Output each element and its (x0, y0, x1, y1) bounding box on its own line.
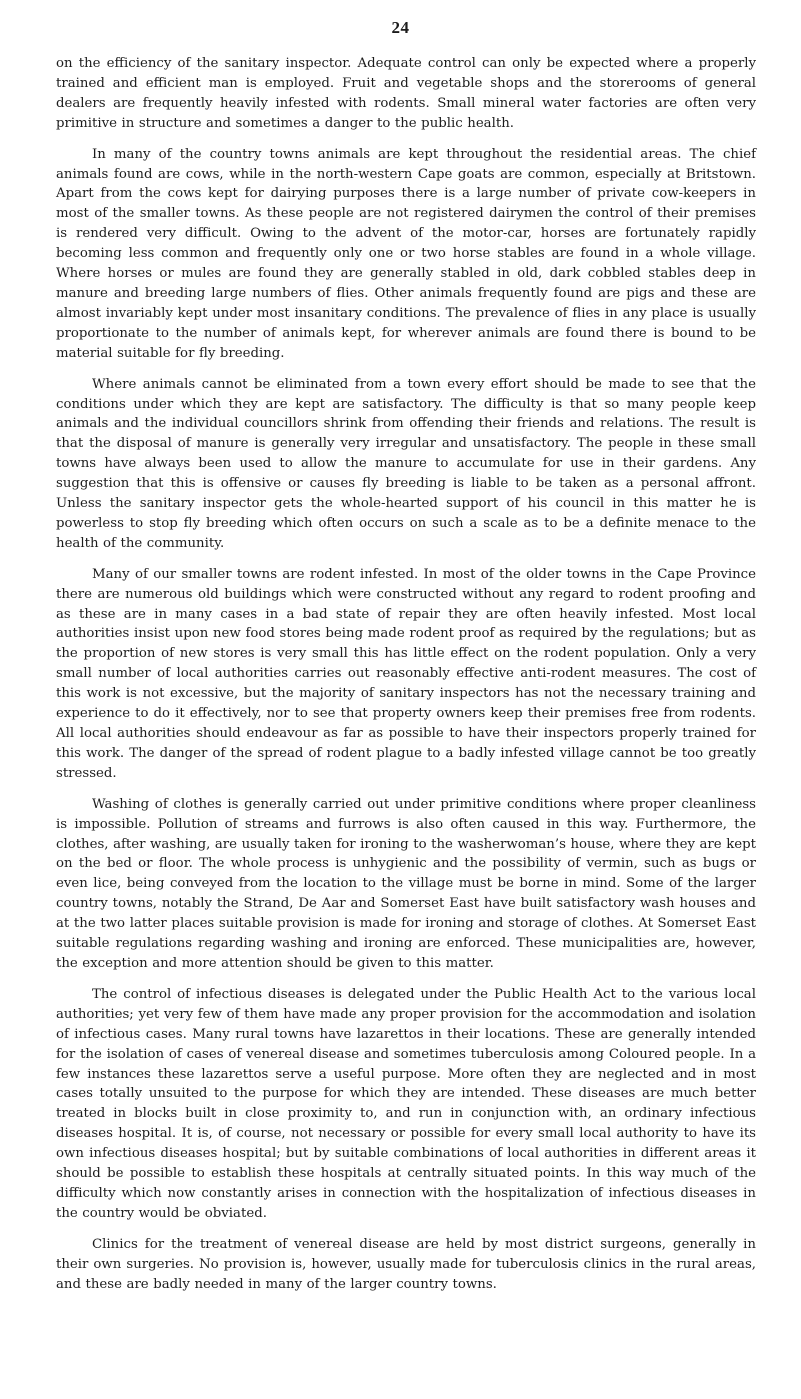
paragraph: Washing of clothes is generally carried out under primitive conditions where proper cleanliness is impossible. Pollution of streams and furrows is also often caused in this way. Furthermore, the clothes, after washing, are usually taken for ironing to the washerwoman’s house, where they are kept on the bed or floor. The whole process is unhygienic and the possibility of vermin, such as bugs or even lice, being conveyed from the location to the village must be borne in mind. Some of the larger country towns, notably the Strand, De Aar and Somerset East have built satisfactory wash houses and at the two latter places suitable provision is made for ironing and storage of clothes. At Somerset East suitable regulations regarding washing and ironing are enforced. These municipalities are, however, the exception and more attention should be given to this matter. (56, 796, 756, 971)
paragraph: The control of infectious diseases is delegated under the Public Health Act to the various local authorities; yet very few of them have made any proper provision for the accommodation and isolation of infectious cases. Many rural towns have lazarettos in their locations. These are generally intended for the isolation of cases of venereal disease and sometimes tuberculosis among Coloured people. In a few instances these lazarettos serve a useful purpose. More often they are neglected and in most cases totally unsuited to the purpose for which they are intended. These diseases are much better treated in blocks built in close proximity to, and run in conjunction with, an ordinary infectious diseases hospital. It is, of course, not necessary or possible for every small local authority to have its own infectious diseases hospital; but by suitable combinations of local authorities in different areas it should be possible to establish these hospitals at centrally situated points. In this way much of the difficulty which now constantly arises in connection with the hospitalization of infectious diseases in the country would be obviated. (56, 986, 756, 1221)
paragraph: Clinics for the treatment of venereal disease are held by most district surgeons, generally in their own surgeries. No provision is, however, usually made for tuberculosis clinics in the rural areas, and these are badly needed in many of the larger country towns. (56, 1236, 756, 1292)
paragraph: on the efficiency of the sanitary inspector. Adequate control can only be expected where a properly trained and efficient man is employed. Fruit and vegetable shops and the storerooms of general dealers are frequently heavily infested with rodents. Small mineral water factories are often very primitive in structure and sometimes a danger to the public health. (56, 56, 756, 131)
paragraph: Where animals cannot be eliminated from a town every effort should be made to see that the conditions under which they are kept are satisfactory. The difficulty is that so many people keep animals and the individual councillors shrink from offending their friends and relations. The result is that the disposal of manure is generally very irregular and unsatisfactory. The people in these small towns have always been used to allow the manure to accumulate for use in their gardens. Any suggestion that this is offensive or causes fly breeding is liable to be taken as a personal affront. Unless the sanitary inspector gets the whole-hearted support of his council in this matter he is powerless to stop fly breeding which often occurs on such a scale as to be a definite menace to the health of the community. (56, 376, 756, 551)
document-body (56, 54, 756, 1305)
page-number: 24 (391, 18, 410, 37)
paragraph: In many of the country towns animals are kept throughout the residential areas. The chief animals found are cows, while in the north-western Cape goats are common, especially at Britstown. Apart from the cows kept for dairying purposes there is a large number of private cow-keepers in most of the smaller towns. As these people are not registered dairymen the control of their premises is rendered very difficult. Owing to the advent of the motor-car, horses are fortunately rapidly becoming less common and frequently only one or two horse stables are found in a whole village. Where horses or mules are found they are generally stabled in old, dark cobbled stables deep in manure and breeding large numbers of flies. Other animals frequently found are pigs and these are almost invariably kept under most insanitary conditions. The prevalence of flies in any place is usually proportionate to the number of animals kept, for wherever animals are found there is bound to be material suitable for fly breeding. (56, 146, 756, 361)
paragraph: Many of our smaller towns are rodent infested. In most of the older towns in the Cape Province there are numerous old buildings which were constructed without any regard to rodent proofing and as these are in many cases in a bad state of repair they are often heavily infested. Most local authorities insist upon new food stores being made rodent proof as required by the regulations; but as the proportion of new stores is very small this has little effect on the rodent population. Only a very small number of local authorities carries out reasonably effective anti-rodent measures. The cost of this work is not excessive, but the majority of sanitary inspectors has not the necessary training and experience to do it effectively, nor to see that property owners keep their premises free from rodents. All local authorities should endeavour as far as possible to have their inspectors properly trained for this work. The danger of the spread of rodent plague to a badly infested village cannot be too greatly stressed. (56, 566, 756, 781)
